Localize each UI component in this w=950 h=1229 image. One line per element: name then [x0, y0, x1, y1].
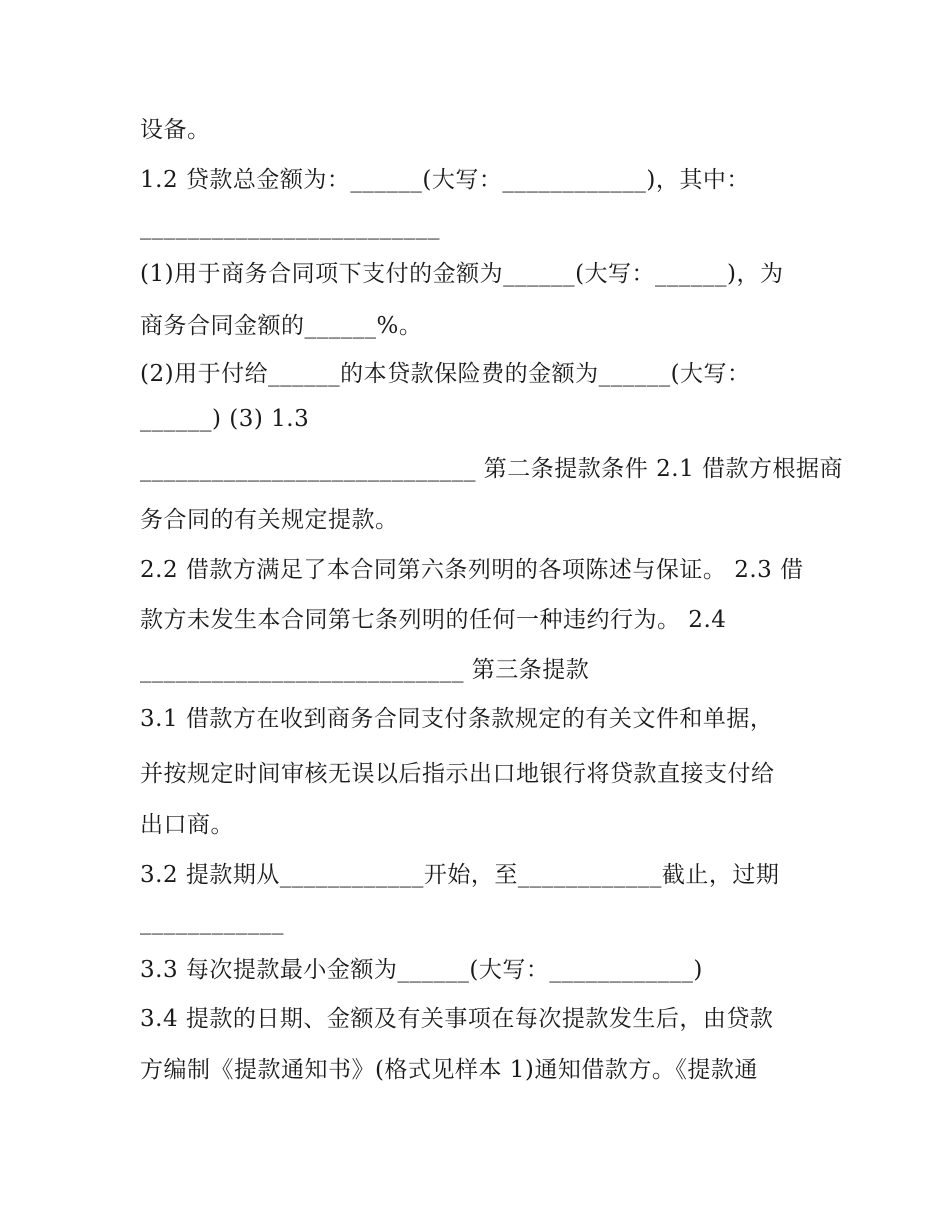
text-line: 3.3 每次提款最小金额为______(大写：____________) [140, 957, 703, 983]
text-line: 1.2 贷款总金额为：______(大写：____________)，其中： [140, 167, 750, 193]
text-line: 设备。 [140, 117, 211, 143]
text-line: (2)用于付给______的本贷款保险费的金额为______(大写： [140, 361, 751, 387]
text-line: 方编制《提款通知书》(格式见样本 1)通知借款方。《提款通 [140, 1057, 758, 1083]
text-line: ____________________________ 第二条提款条件 2.1 借款方根据商 [140, 456, 844, 482]
text-line: (1)用于商务合同项下支付的金额为______(大写：______)，为 [140, 261, 784, 287]
text-line: 2.2 借款方满足了本合同第六条列明的各项陈述与保证。 2.3 借 [140, 557, 804, 583]
text-line: 务合同的有关规定提款。 [140, 507, 399, 533]
text-line: 并按规定时间审核无误以后指示出口地银行将贷款直接支付给 [140, 761, 775, 787]
text-line: 3.1 借款方在收到商务合同支付条款规定的有关文件和单据， [140, 706, 774, 732]
text-line: 出口商。 [140, 812, 234, 838]
text-line: ____________ [140, 909, 284, 935]
text-line: 3.2 提款期从____________开始，至____________截止，过期 [140, 862, 780, 888]
text-line: 商务合同金额的______%。 [140, 313, 423, 339]
text-line: 3.4 提款的日期、金额及有关事项在每次提款发生后，由贷款 [140, 1006, 774, 1032]
text-line: ___________________________ 第三条提款 [140, 657, 590, 683]
text-line: _________________________ [140, 214, 440, 240]
text-line: ______) (3) 1.3 [140, 406, 310, 432]
text-line: 款方未发生本合同第七条列明的任何一种违约行为。 2.4 [140, 607, 727, 633]
